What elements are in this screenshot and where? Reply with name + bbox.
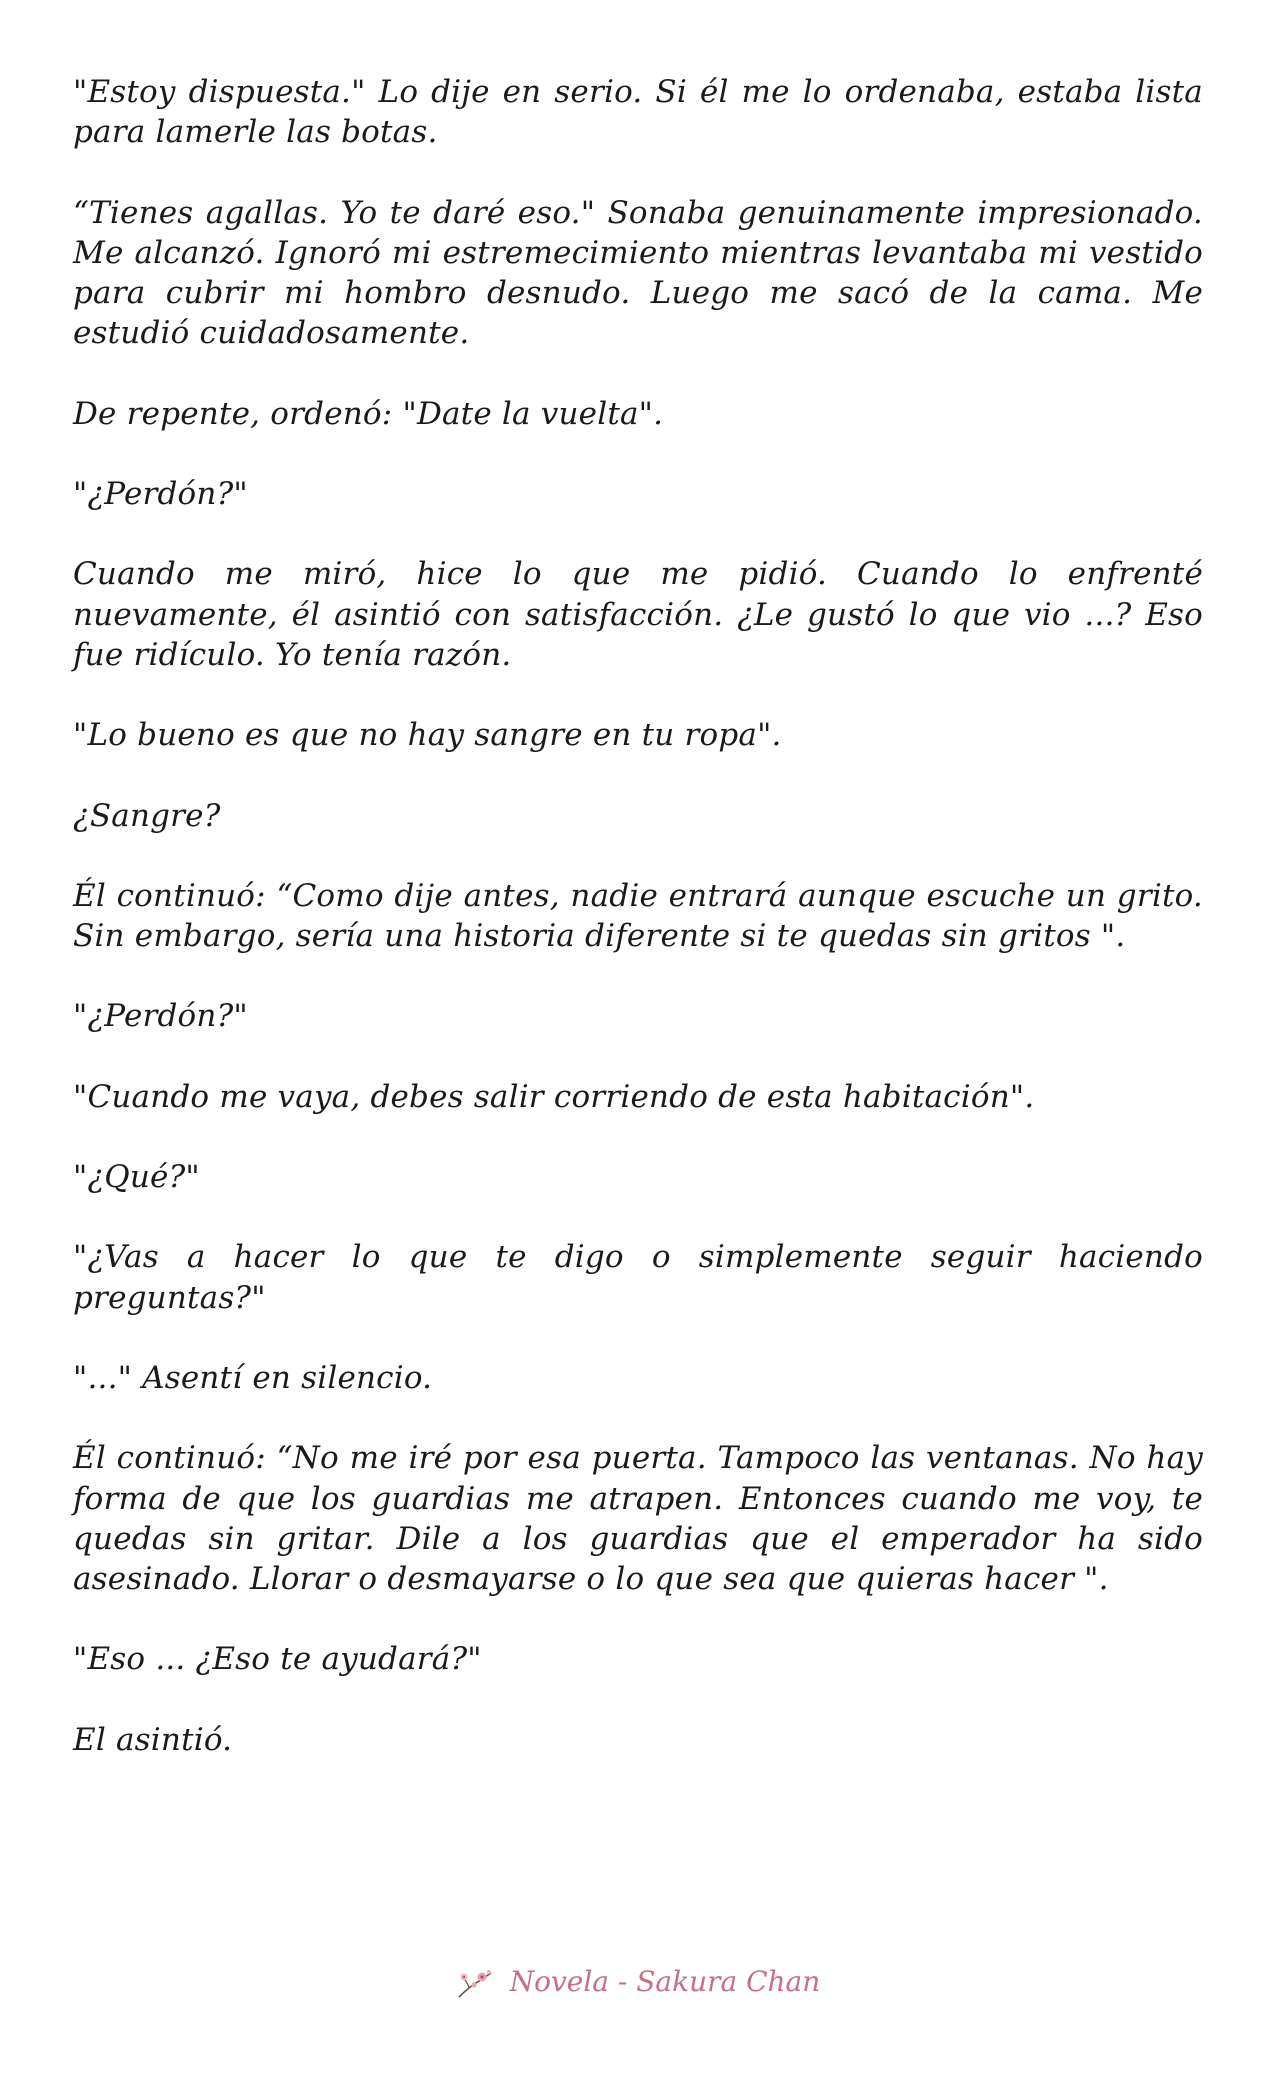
watermark-footer <box>0 1965 1275 2001</box>
paragraph: Él continuó: “Como dije antes, nadie entrará aunque escuche un grito. Sin embargo, sería una historia diferente si te quedas sin gritos ". <box>73 877 1203 955</box>
cherry-blossom-icon <box>455 1967 495 2001</box>
paragraph: El asintió. <box>73 1721 233 1758</box>
paragraph: “Tienes agallas. Yo te daré eso." Sonaba genuinamente impresionado. Me alcanzó. Ignoró mi estremecimiento mientras levantaba mi vestido para cubrir mi hombro desnudo. Luego me sacó de la cama. Me estudió cuidadosamente. <box>73 194 1203 352</box>
paragraph: "¿Qué?" <box>73 1159 200 1196</box>
paragraph: "Lo bueno es que no hay sangre en tu ropa". <box>73 717 782 754</box>
paragraph: De repente, ordenó: "Date la vuelta". <box>73 395 664 432</box>
paragraph: "¿Vas a hacer lo que te digo o simplemente seguir haciendo preguntas?" <box>73 1239 1203 1316</box>
document-body <box>73 72 1203 1800</box>
paragraph: "..." Asentí en silencio. <box>73 1359 433 1396</box>
paragraph: ¿Sangre? <box>73 797 221 834</box>
paragraph: "¿Perdón?" <box>73 998 248 1035</box>
watermark-text: Novela - Sakura Chan <box>509 1965 821 1998</box>
paragraph: "Cuando me vaya, debes salir corriendo de esta habitación". <box>73 1078 1035 1115</box>
paragraph: "Eso ... ¿Eso te ayudará?" <box>73 1641 482 1678</box>
paragraph: Él continuó: “No me iré por esa puerta. Tampoco las ventanas. No hay forma de que los guardias me atrapen. Entonces cuando me voy, te quedas sin gritar. Dile a los guardias que el emperador ha sido asesinado. Llorar o desmayarse o lo que sea que quieras hacer ". <box>73 1440 1203 1598</box>
paragraph: "¿Perdón?" <box>73 476 248 513</box>
paragraph: "Estoy dispuesta." Lo dije en serio. Si él me lo ordenaba, estaba lista para lamerle las botas. <box>73 74 1203 151</box>
paragraph: Cuando me miró, hice lo que me pidió. Cuando lo enfrenté nuevamente, él asintió con satisfacción. ¿Le gustó lo que vio ...? Eso fue ridículo. Yo tenía razón. <box>73 556 1203 673</box>
